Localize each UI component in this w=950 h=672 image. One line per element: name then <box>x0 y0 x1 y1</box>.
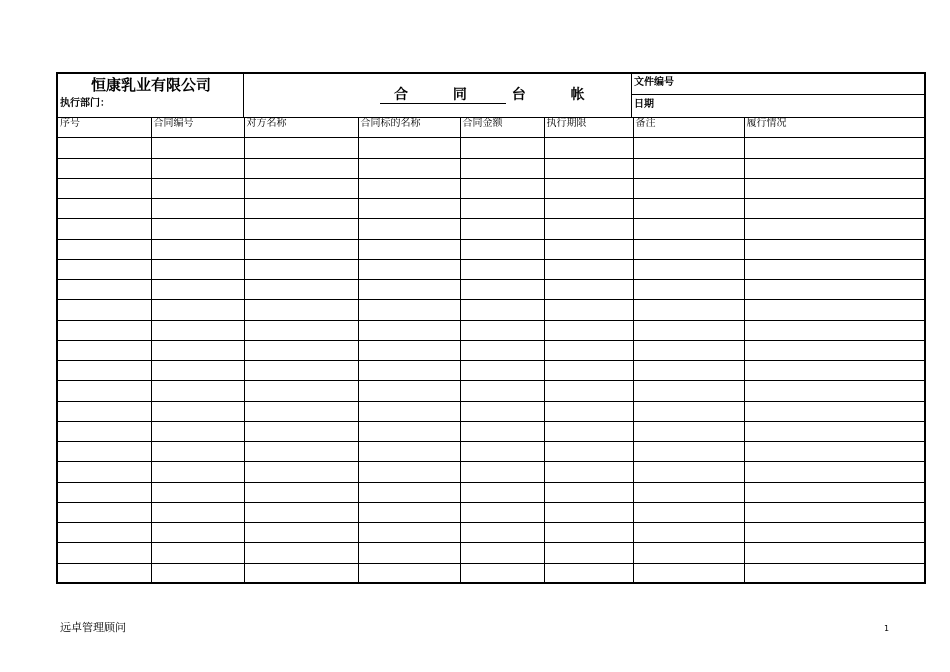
table-cell <box>244 300 358 320</box>
table-cell <box>460 138 544 158</box>
table-cell <box>544 138 633 158</box>
table-cell <box>358 259 460 279</box>
table-cell <box>460 523 544 543</box>
table-cell <box>244 401 358 421</box>
table-cell <box>244 421 358 441</box>
table-cell <box>58 381 151 401</box>
table-cell <box>633 462 744 482</box>
table-cell <box>151 178 244 198</box>
table-cell <box>151 138 244 158</box>
table-cell <box>544 239 633 259</box>
column-header-term: 执行期限 <box>544 118 633 138</box>
table-cell <box>358 462 460 482</box>
table-cell <box>744 219 925 239</box>
table-cell <box>358 138 460 158</box>
table-cell <box>460 361 544 381</box>
table-cell <box>544 158 633 178</box>
table-cell <box>151 523 244 543</box>
table-cell <box>744 462 925 482</box>
table-cell <box>244 340 358 360</box>
table-row <box>58 320 925 340</box>
table-row <box>58 462 925 482</box>
table-row <box>58 482 925 502</box>
table-cell <box>633 401 744 421</box>
table-cell <box>633 158 744 178</box>
page-number: 1 <box>884 624 890 633</box>
table-cell <box>744 158 925 178</box>
table-cell <box>358 563 460 583</box>
table-cell <box>58 178 151 198</box>
table-cell <box>633 259 744 279</box>
table-cell <box>358 523 460 543</box>
table-cell <box>460 421 544 441</box>
table-cell <box>544 361 633 381</box>
table-cell <box>744 280 925 300</box>
table-cell <box>244 462 358 482</box>
form-header <box>58 74 924 118</box>
table-cell <box>744 178 925 198</box>
table-cell <box>744 381 925 401</box>
title-cell <box>244 74 632 117</box>
column-header-contract-number: 合同编号 <box>151 118 244 138</box>
table-row <box>58 401 925 421</box>
column-header-performance: 履行情况 <box>744 118 925 138</box>
table-cell <box>460 300 544 320</box>
table-cell <box>544 219 633 239</box>
table-cell <box>633 178 744 198</box>
table-cell <box>151 442 244 462</box>
table-cell <box>633 320 744 340</box>
table-cell <box>358 361 460 381</box>
table-cell <box>744 442 925 462</box>
table-cell <box>460 178 544 198</box>
table-row <box>58 442 925 462</box>
table-cell <box>744 361 925 381</box>
table-cell <box>358 381 460 401</box>
table-cell <box>744 421 925 441</box>
table-row <box>58 361 925 381</box>
table-cell <box>58 239 151 259</box>
table-cell <box>544 340 633 360</box>
date-label: 日期 <box>634 99 654 110</box>
table-row <box>58 421 925 441</box>
table-cell <box>633 199 744 219</box>
table-cell <box>58 300 151 320</box>
table-cell <box>460 259 544 279</box>
table-cell <box>744 199 925 219</box>
table-cell <box>58 138 151 158</box>
table-cell <box>544 178 633 198</box>
table-row <box>58 381 925 401</box>
column-header-row <box>58 118 925 138</box>
ledger-table <box>58 117 925 583</box>
table-cell <box>744 138 925 158</box>
table-cell <box>244 543 358 563</box>
table-cell <box>544 462 633 482</box>
table-cell <box>58 320 151 340</box>
table-cell <box>544 482 633 502</box>
table-cell <box>633 239 744 259</box>
contract-ledger-form <box>56 72 926 584</box>
table-cell <box>58 543 151 563</box>
table-cell <box>58 462 151 482</box>
department-label: 执行部门： <box>60 98 110 109</box>
table-cell <box>151 381 244 401</box>
table-cell <box>151 361 244 381</box>
table-cell <box>744 259 925 279</box>
table-cell <box>151 482 244 502</box>
table-cell <box>744 320 925 340</box>
table-cell <box>460 442 544 462</box>
table-cell <box>544 280 633 300</box>
table-cell <box>633 502 744 522</box>
column-header-index: 序号 <box>58 118 151 138</box>
table-cell <box>244 239 358 259</box>
table-cell <box>358 320 460 340</box>
table-cell <box>58 199 151 219</box>
table-cell <box>460 482 544 502</box>
table-cell <box>744 300 925 320</box>
table-cell <box>358 300 460 320</box>
table-cell <box>58 158 151 178</box>
table-cell <box>244 523 358 543</box>
table-cell <box>358 158 460 178</box>
table-cell <box>358 178 460 198</box>
table-cell <box>244 138 358 158</box>
table-cell <box>244 280 358 300</box>
table-cell <box>633 381 744 401</box>
table-row <box>58 138 925 158</box>
table-cell <box>58 563 151 583</box>
table-cell <box>633 442 744 462</box>
table-cell <box>358 340 460 360</box>
table-cell <box>244 482 358 502</box>
table-cell <box>460 340 544 360</box>
meta-cell <box>632 74 924 117</box>
table-cell <box>633 543 744 563</box>
table-cell <box>744 543 925 563</box>
column-header-counterparty: 对方名称 <box>244 118 358 138</box>
table-row <box>58 563 925 583</box>
table-cell <box>744 563 925 583</box>
table-cell <box>151 158 244 178</box>
table-cell <box>244 381 358 401</box>
table-cell <box>151 239 244 259</box>
table-cell <box>58 401 151 421</box>
table-cell <box>358 280 460 300</box>
table-cell <box>460 158 544 178</box>
table-cell <box>58 361 151 381</box>
ledger-table-body <box>58 118 925 583</box>
table-cell <box>358 401 460 421</box>
table-cell <box>633 482 744 502</box>
table-row <box>58 523 925 543</box>
table-cell <box>244 563 358 583</box>
table-row <box>58 280 925 300</box>
column-header-remarks: 备注 <box>633 118 744 138</box>
table-cell <box>544 199 633 219</box>
table-cell <box>744 340 925 360</box>
table-cell <box>244 361 358 381</box>
table-cell <box>58 219 151 239</box>
table-cell <box>58 340 151 360</box>
table-cell <box>633 421 744 441</box>
table-cell <box>544 421 633 441</box>
table-cell <box>244 199 358 219</box>
table-row <box>58 259 925 279</box>
table-cell <box>633 523 744 543</box>
table-row <box>58 239 925 259</box>
table-cell <box>358 199 460 219</box>
table-cell <box>460 502 544 522</box>
table-cell <box>358 219 460 239</box>
table-cell <box>460 381 544 401</box>
table-cell <box>151 563 244 583</box>
table-cell <box>151 219 244 239</box>
table-cell <box>151 259 244 279</box>
table-cell <box>744 523 925 543</box>
company-name: 恒康乳业有限公司 <box>90 76 211 94</box>
table-row <box>58 340 925 360</box>
table-cell <box>358 239 460 259</box>
table-cell <box>358 482 460 502</box>
table-cell <box>58 259 151 279</box>
table-cell <box>544 381 633 401</box>
table-cell <box>460 320 544 340</box>
table-cell <box>151 502 244 522</box>
table-cell <box>151 340 244 360</box>
table-cell <box>151 300 244 320</box>
footer-brand: 远卓管理顾问 <box>60 621 126 634</box>
table-cell <box>244 442 358 462</box>
table-cell <box>358 502 460 522</box>
table-cell <box>744 401 925 421</box>
table-cell <box>151 462 244 482</box>
table-cell <box>151 199 244 219</box>
column-header-amount: 合同金额 <box>460 118 544 138</box>
table-cell <box>460 280 544 300</box>
table-cell <box>544 523 633 543</box>
table-row <box>58 543 925 563</box>
table-cell <box>151 320 244 340</box>
table-cell <box>58 442 151 462</box>
table-cell <box>460 401 544 421</box>
table-cell <box>544 563 633 583</box>
table-row <box>58 199 925 219</box>
table-row <box>58 178 925 198</box>
table-cell <box>244 158 358 178</box>
table-cell <box>460 239 544 259</box>
table-cell <box>58 421 151 441</box>
table-row <box>58 158 925 178</box>
document-title: 合 同 台 帐 <box>394 87 605 103</box>
table-cell <box>633 219 744 239</box>
title-underline <box>380 103 506 104</box>
table-cell <box>58 280 151 300</box>
table-cell <box>633 138 744 158</box>
table-cell <box>460 219 544 239</box>
table-cell <box>460 462 544 482</box>
table-cell <box>151 543 244 563</box>
table-cell <box>633 280 744 300</box>
table-cell <box>460 199 544 219</box>
table-cell <box>460 543 544 563</box>
column-header-subject: 合同标的名称 <box>358 118 460 138</box>
table-cell <box>544 320 633 340</box>
document-number-label: 文件编号 <box>632 74 924 95</box>
table-cell <box>58 502 151 522</box>
table-cell <box>544 502 633 522</box>
table-cell <box>244 219 358 239</box>
table-cell <box>244 259 358 279</box>
table-cell <box>744 502 925 522</box>
table-cell <box>544 442 633 462</box>
table-cell <box>151 280 244 300</box>
table-cell <box>633 300 744 320</box>
table-cell <box>58 523 151 543</box>
table-cell <box>633 361 744 381</box>
table-cell <box>544 543 633 563</box>
table-cell <box>151 421 244 441</box>
table-cell <box>244 502 358 522</box>
table-cell <box>244 178 358 198</box>
table-cell <box>151 401 244 421</box>
table-cell <box>358 421 460 441</box>
table-cell <box>358 543 460 563</box>
table-cell <box>633 340 744 360</box>
table-row <box>58 300 925 320</box>
table-row <box>58 502 925 522</box>
table-cell <box>544 300 633 320</box>
table-cell <box>544 259 633 279</box>
table-cell <box>460 563 544 583</box>
table-cell <box>58 482 151 502</box>
company-cell <box>58 74 244 117</box>
table-cell <box>744 482 925 502</box>
table-cell <box>244 320 358 340</box>
table-cell <box>744 239 925 259</box>
table-cell <box>358 442 460 462</box>
table-row <box>58 219 925 239</box>
table-cell <box>633 563 744 583</box>
table-cell <box>544 401 633 421</box>
